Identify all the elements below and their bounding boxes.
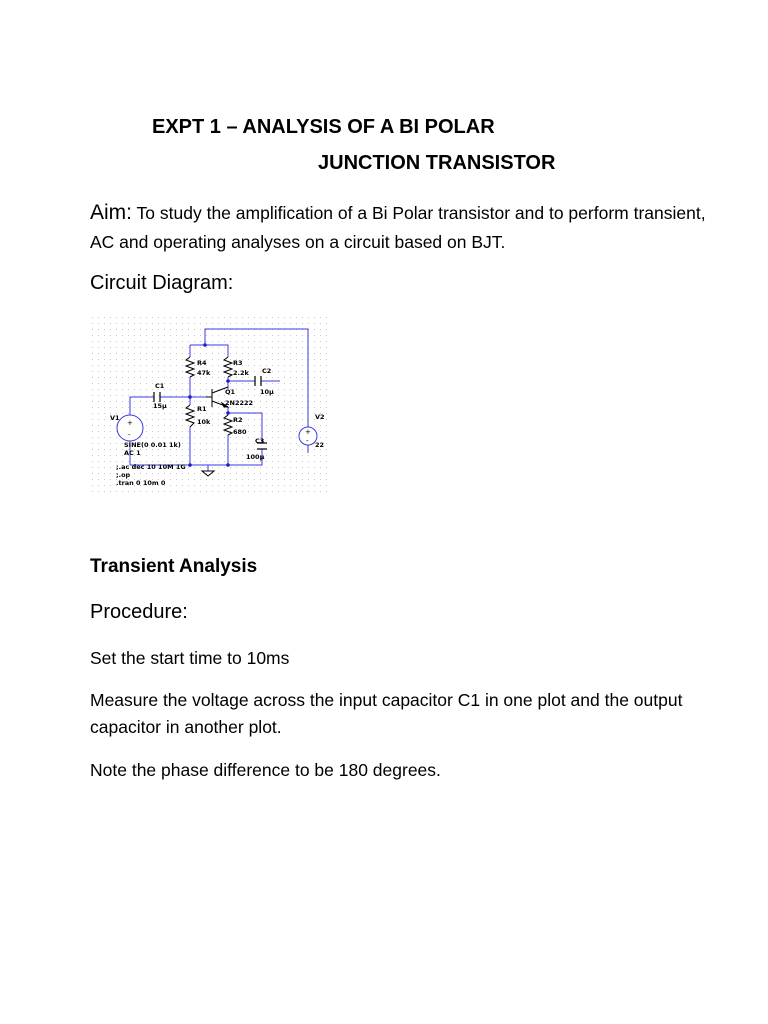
aim-text: To study the amplification of a Bi Polar transistor and to perform transient, AC and operating analyses on a circuit based on BJT.	[90, 203, 706, 252]
label-r2-value: 680	[233, 428, 247, 436]
label-c3-value: 100µ	[246, 453, 265, 461]
label-q1: Q1	[225, 388, 236, 396]
label-c2: C2	[262, 367, 272, 375]
svg-text:-: -	[306, 437, 309, 445]
procedure-step-1: Set the start time to 10ms	[90, 648, 290, 668]
label-v2-value: 22	[315, 441, 325, 449]
label-v1: V1	[110, 414, 120, 422]
title-line-1: EXPT 1 – ANALYSIS OF A BI POLAR	[152, 116, 495, 138]
svg-text:-: -	[128, 431, 131, 439]
circuit-diagram-heading: Circuit Diagram:	[90, 272, 234, 294]
svg-text:+: +	[305, 428, 311, 436]
title-line-2: JUNCTION TRANSISTOR	[318, 152, 556, 174]
label-c1-value: 15µ	[153, 402, 167, 410]
aim-paragraph	[90, 198, 730, 257]
spice-cmd-ac: ;.ac dec 10 10M 1G	[116, 463, 186, 471]
circuit-diagram	[90, 315, 330, 493]
label-v1-ac: AC 1	[124, 449, 141, 457]
label-v2: V2	[315, 413, 325, 421]
label-r3-value: 2.2k	[233, 369, 249, 377]
label-r1: R1	[197, 405, 207, 413]
label-q1-value: 2N2222	[225, 399, 254, 407]
label-r2: R2	[233, 416, 243, 424]
label-r4: R4	[197, 359, 207, 367]
transient-analysis-heading: Transient Analysis	[90, 556, 258, 577]
procedure-step-3: Note the phase difference to be 180 degrees.	[90, 760, 441, 780]
spice-cmd-op: ;.op	[116, 471, 131, 479]
label-r1-value: 10k	[197, 418, 211, 426]
label-c2-value: 10µ	[260, 388, 274, 396]
spice-cmd-tran: .tran 0 10m 0	[116, 479, 166, 487]
label-r4-value: 47k	[197, 369, 211, 377]
label-v1-source: SINE(0 0.01 1k)	[124, 441, 181, 449]
label-c1: C1	[155, 382, 165, 390]
procedure-step-2: Measure the voltage across the input capacitor C1 in one plot and the output capacitor in another plot.	[90, 690, 683, 737]
label-r3: R3	[233, 359, 243, 367]
label-c3: C3	[255, 437, 265, 445]
procedure-heading: Procedure:	[90, 601, 188, 623]
svg-text:+: +	[127, 419, 133, 427]
aim-label: Aim:	[90, 201, 132, 224]
